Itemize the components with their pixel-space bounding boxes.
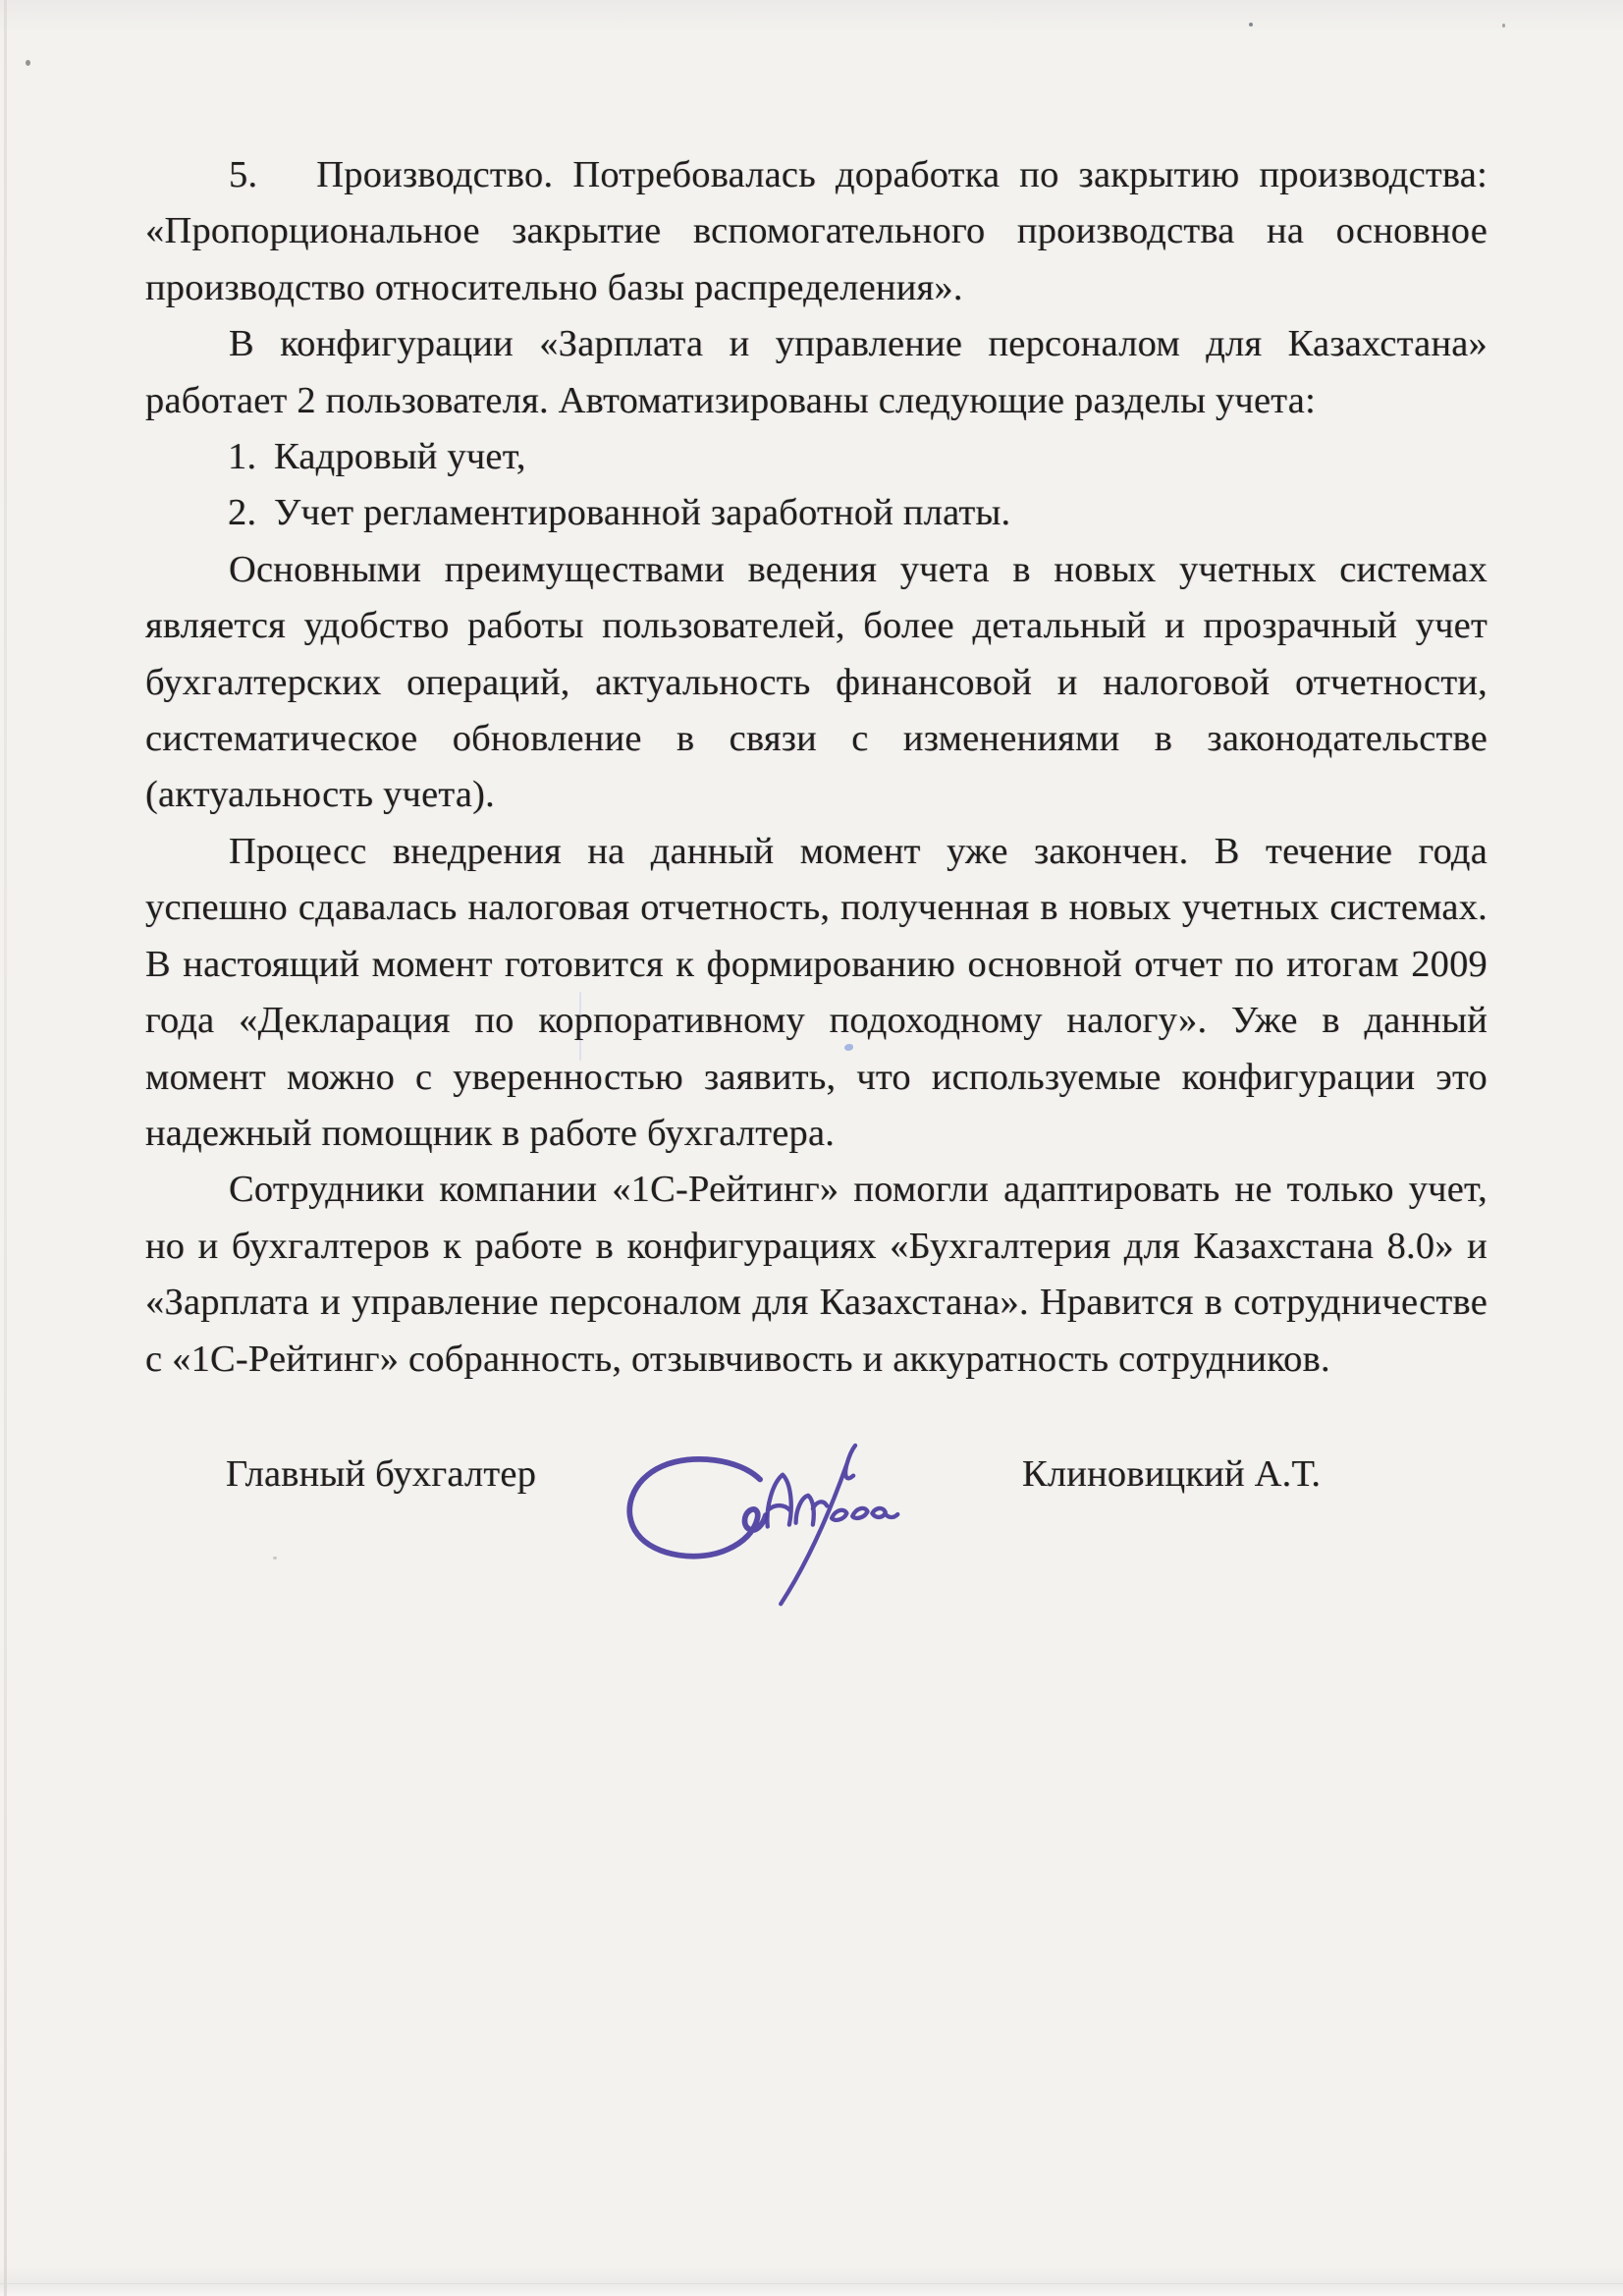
list-item-number: 1. — [228, 436, 257, 478]
list-item-text: Кадровый учет, — [274, 436, 526, 478]
list-item-text: Учет регламентированной заработной платы. — [274, 492, 1011, 534]
scan-speck — [26, 60, 30, 66]
letter-body — [145, 147, 1488, 1682]
list-item — [145, 429, 1488, 485]
paragraph-configuration: В конфигурации «Зарплата и управление персоналом для Казахстана» работает 2 пользователя. Автоматизированы следующие разделы учета: — [145, 323, 1488, 421]
list-item-number: 2. — [228, 492, 257, 534]
paragraph-production: 5. Производство. Потребовалась доработка по закрытию производства: «Пропорциональное закрытие вспомогательного производства на основное производство относительно базы распределения». — [145, 154, 1488, 308]
handwritten-signature-icon — [605, 1421, 944, 1610]
paragraph-advantages: Основными преимуществами ведения учета в новых учетных системах является удобство работы пользователей, более детальный и прозрачный учет бухгалтерских операций, актуальность финансовой и налоговой отчетности, систематическое обновление в связи с изменениями в законодательстве (актуальность учета). — [145, 548, 1488, 816]
list-item — [145, 485, 1488, 541]
paragraph-implementation: Процесс внедрения на данный момент уже закончен. В течение года успешно сдавалась налоговая отчетность, полученная в новых учетных системах. В настоящий момент готовится к формированию основной отчет по итогам 2009 года «Декларация по корпоративному подоходному налогу». Уже в данный момент можно с уверенностью заявить, что используемые конфигурации это надежный помощник в работе бухгалтера. — [145, 830, 1488, 1154]
signatory-name: Клиновицкий А.Т. — [1022, 1452, 1322, 1495]
scan-speck — [1249, 23, 1253, 27]
scan-speck — [1502, 24, 1505, 27]
signature-block — [145, 1447, 1488, 1682]
signature-role-label: Главный бухгалтер — [226, 1452, 537, 1495]
paragraph-staff: Сотрудники компании «1С-Рейтинг» помогли адаптировать не только учет, но и бухгалтеров к работе в конфигурациях «Бухгалтерия для Казахстана 8.0» и «Зарплата и управление персоналом для Казахстана». Нравится в сотрудничестве с «1С-Рейтинг» собранность, отзывчивость и аккуратность сотрудников. — [145, 1169, 1488, 1380]
